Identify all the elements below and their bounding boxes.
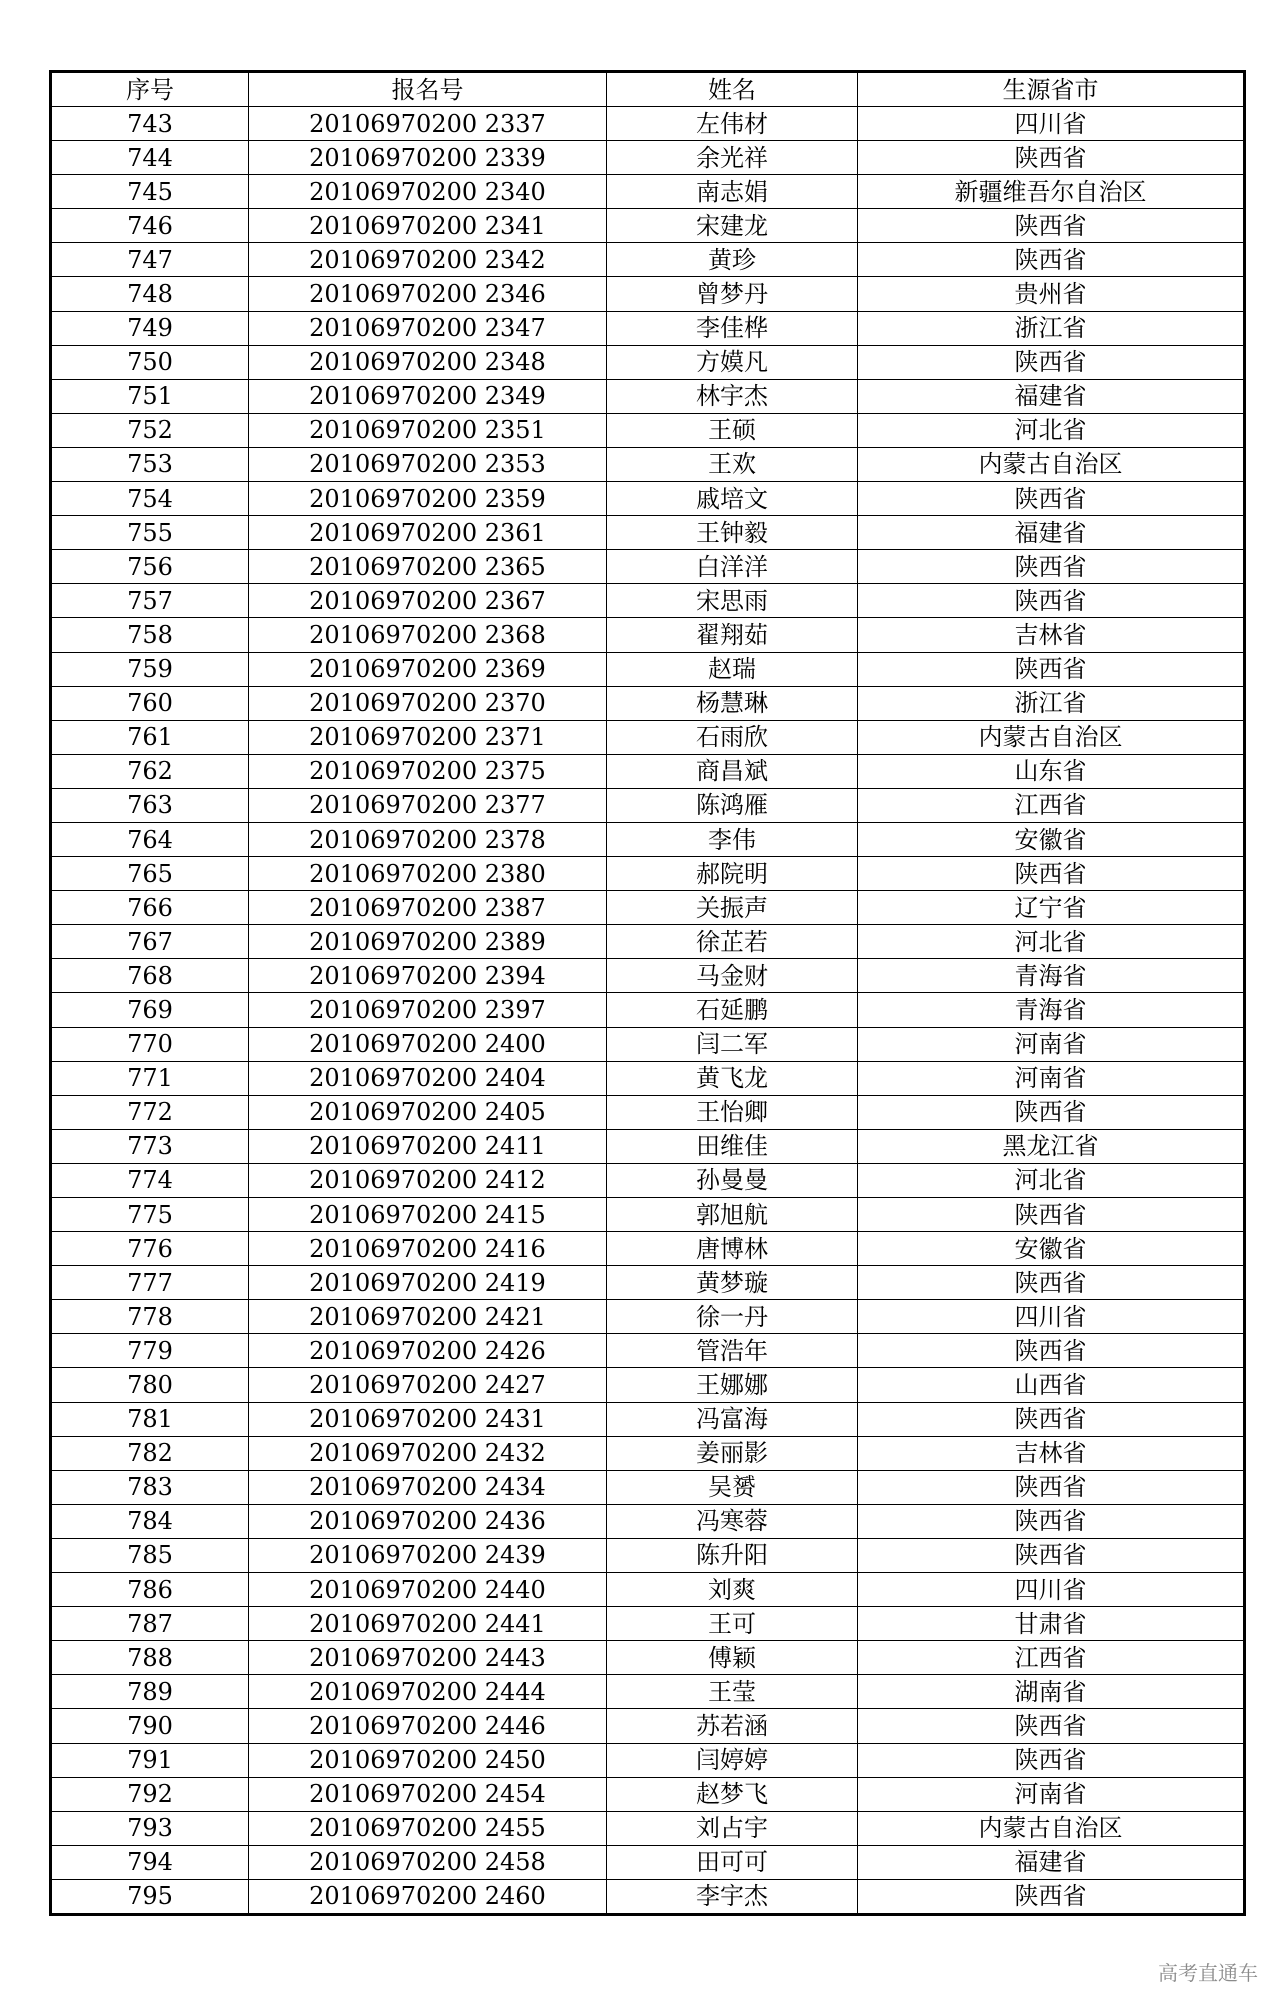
cell-name: 闫婷婷 — [607, 1743, 858, 1777]
cell-name: 关振声 — [607, 891, 858, 925]
cell-name: 闫二军 — [607, 1027, 858, 1061]
cell-origin-province: 陕西省 — [858, 209, 1245, 243]
cell-origin-province: 四川省 — [858, 1573, 1245, 1607]
cell-name: 苏若涵 — [607, 1709, 858, 1743]
table-row — [51, 1436, 1245, 1470]
cell-name: 郭旭航 — [607, 1198, 858, 1232]
cell-name: 冯寒蓉 — [607, 1504, 858, 1538]
cell-origin-province: 湖南省 — [858, 1675, 1245, 1709]
cell-serial-number: 745 — [51, 175, 249, 209]
cell-name: 马金财 — [607, 959, 858, 993]
cell-name: 王怡卿 — [607, 1095, 858, 1129]
cell-registration-number: 20106970200 2460 — [249, 1879, 607, 1914]
header-row — [51, 72, 1245, 107]
cell-origin-province: 陕西省 — [858, 1334, 1245, 1368]
cell-name: 曾梦丹 — [607, 277, 858, 311]
table-row — [51, 1300, 1245, 1334]
cell-origin-province: 新疆维吾尔自治区 — [858, 175, 1245, 209]
cell-name: 姜丽影 — [607, 1436, 858, 1470]
cell-origin-province: 陕西省 — [858, 141, 1245, 175]
cell-serial-number: 776 — [51, 1232, 249, 1266]
cell-name: 戚培文 — [607, 482, 858, 516]
cell-name: 黄珍 — [607, 243, 858, 277]
table-row — [51, 1266, 1245, 1300]
cell-name: 方嫫凡 — [607, 345, 858, 379]
cell-serial-number: 778 — [51, 1300, 249, 1334]
table-row — [51, 1504, 1245, 1538]
cell-origin-province: 陕西省 — [858, 1879, 1245, 1914]
table-row — [51, 1027, 1245, 1061]
cell-origin-province: 黑龙江省 — [858, 1129, 1245, 1163]
cell-serial-number: 756 — [51, 550, 249, 584]
cell-origin-province: 河南省 — [858, 1777, 1245, 1811]
header-serial-number: 序号 — [51, 72, 249, 107]
cell-serial-number: 788 — [51, 1641, 249, 1675]
cell-registration-number: 20106970200 2431 — [249, 1402, 607, 1436]
cell-origin-province: 陕西省 — [858, 1538, 1245, 1572]
cell-name: 杨慧琳 — [607, 686, 858, 720]
cell-registration-number: 20106970200 2394 — [249, 959, 607, 993]
cell-name: 孙曼曼 — [607, 1163, 858, 1197]
cell-registration-number: 20106970200 2341 — [249, 209, 607, 243]
cell-name: 田可可 — [607, 1845, 858, 1879]
cell-origin-province: 浙江省 — [858, 311, 1245, 345]
cell-registration-number: 20106970200 2405 — [249, 1095, 607, 1129]
cell-origin-province: 福建省 — [858, 379, 1245, 413]
table-row — [51, 1470, 1245, 1504]
admission-list-table — [49, 70, 1246, 1916]
table-row — [51, 413, 1245, 447]
cell-serial-number: 787 — [51, 1607, 249, 1641]
table-row — [51, 1538, 1245, 1572]
table-row — [51, 482, 1245, 516]
cell-registration-number: 20106970200 2450 — [249, 1743, 607, 1777]
cell-name: 李宇杰 — [607, 1879, 858, 1914]
table-row — [51, 1607, 1245, 1641]
table-row — [51, 1095, 1245, 1129]
cell-serial-number: 793 — [51, 1811, 249, 1845]
cell-registration-number: 20106970200 2443 — [249, 1641, 607, 1675]
cell-serial-number: 752 — [51, 413, 249, 447]
cell-name: 王莹 — [607, 1675, 858, 1709]
cell-registration-number: 20106970200 2387 — [249, 891, 607, 925]
cell-registration-number: 20106970200 2446 — [249, 1709, 607, 1743]
cell-registration-number: 20106970200 2400 — [249, 1027, 607, 1061]
cell-origin-province: 陕西省 — [858, 857, 1245, 891]
cell-registration-number: 20106970200 2440 — [249, 1573, 607, 1607]
cell-origin-province: 内蒙古自治区 — [858, 720, 1245, 754]
table-row — [51, 1334, 1245, 1368]
table-row — [51, 822, 1245, 856]
cell-registration-number: 20106970200 2368 — [249, 618, 607, 652]
cell-origin-province: 贵州省 — [858, 277, 1245, 311]
cell-registration-number: 20106970200 2367 — [249, 584, 607, 618]
table-row — [51, 550, 1245, 584]
table-row — [51, 1368, 1245, 1402]
table-row — [51, 720, 1245, 754]
table-row — [51, 379, 1245, 413]
cell-serial-number: 774 — [51, 1163, 249, 1197]
cell-serial-number: 764 — [51, 822, 249, 856]
cell-name: 南志娟 — [607, 175, 858, 209]
cell-registration-number: 20106970200 2432 — [249, 1436, 607, 1470]
cell-name: 傅颖 — [607, 1641, 858, 1675]
table-row — [51, 1573, 1245, 1607]
cell-serial-number: 748 — [51, 277, 249, 311]
cell-serial-number: 747 — [51, 243, 249, 277]
cell-name: 赵梦飞 — [607, 1777, 858, 1811]
cell-registration-number: 20106970200 2351 — [249, 413, 607, 447]
cell-registration-number: 20106970200 2458 — [249, 1845, 607, 1879]
cell-origin-province: 福建省 — [858, 516, 1245, 550]
header-origin-province: 生源省市 — [858, 72, 1245, 107]
cell-name: 徐一丹 — [607, 1300, 858, 1334]
table-row — [51, 1709, 1245, 1743]
cell-registration-number: 20106970200 2359 — [249, 482, 607, 516]
cell-serial-number: 757 — [51, 584, 249, 618]
cell-origin-province: 吉林省 — [858, 618, 1245, 652]
cell-registration-number: 20106970200 2426 — [249, 1334, 607, 1368]
table-row — [51, 1675, 1245, 1709]
cell-origin-province: 陕西省 — [858, 652, 1245, 686]
cell-registration-number: 20106970200 2353 — [249, 447, 607, 481]
cell-name: 陈鸿雁 — [607, 788, 858, 822]
cell-origin-province: 安徽省 — [858, 1232, 1245, 1266]
cell-origin-province: 山西省 — [858, 1368, 1245, 1402]
cell-name: 李佳桦 — [607, 311, 858, 345]
cell-name: 王硕 — [607, 413, 858, 447]
cell-registration-number: 20106970200 2389 — [249, 925, 607, 959]
table-row — [51, 1641, 1245, 1675]
cell-serial-number: 765 — [51, 857, 249, 891]
cell-registration-number: 20106970200 2349 — [249, 379, 607, 413]
cell-origin-province: 河南省 — [858, 1027, 1245, 1061]
cell-registration-number: 20106970200 2439 — [249, 1538, 607, 1572]
cell-serial-number: 753 — [51, 447, 249, 481]
table-row — [51, 107, 1245, 141]
table-row — [51, 311, 1245, 345]
cell-serial-number: 783 — [51, 1470, 249, 1504]
cell-origin-province: 四川省 — [858, 107, 1245, 141]
header-name: 姓名 — [607, 72, 858, 107]
cell-serial-number: 782 — [51, 1436, 249, 1470]
watermark-text: 高考直通车 — [1158, 1961, 1258, 1985]
cell-origin-province: 辽宁省 — [858, 891, 1245, 925]
cell-registration-number: 20106970200 2421 — [249, 1300, 607, 1334]
cell-registration-number: 20106970200 2378 — [249, 822, 607, 856]
cell-name: 唐博林 — [607, 1232, 858, 1266]
table-body — [51, 107, 1245, 1915]
cell-registration-number: 20106970200 2370 — [249, 686, 607, 720]
table-row — [51, 1198, 1245, 1232]
cell-origin-province: 河北省 — [858, 1163, 1245, 1197]
table-row — [51, 516, 1245, 550]
cell-name: 石雨欣 — [607, 720, 858, 754]
cell-origin-province: 浙江省 — [858, 686, 1245, 720]
table-row — [51, 141, 1245, 175]
cell-registration-number: 20106970200 2404 — [249, 1061, 607, 1095]
cell-origin-province: 陕西省 — [858, 1504, 1245, 1538]
cell-origin-province: 河北省 — [858, 925, 1245, 959]
cell-origin-province: 陕西省 — [858, 1470, 1245, 1504]
cell-serial-number: 773 — [51, 1129, 249, 1163]
cell-origin-province: 吉林省 — [858, 1436, 1245, 1470]
cell-serial-number: 771 — [51, 1061, 249, 1095]
cell-registration-number: 20106970200 2369 — [249, 652, 607, 686]
table-row — [51, 754, 1245, 788]
cell-serial-number: 789 — [51, 1675, 249, 1709]
cell-origin-province: 内蒙古自治区 — [858, 1811, 1245, 1845]
cell-registration-number: 20106970200 2365 — [249, 550, 607, 584]
cell-name: 田维佳 — [607, 1129, 858, 1163]
cell-registration-number: 20106970200 2444 — [249, 1675, 607, 1709]
cell-name: 管浩年 — [607, 1334, 858, 1368]
cell-registration-number: 20106970200 2339 — [249, 141, 607, 175]
cell-name: 刘占宇 — [607, 1811, 858, 1845]
cell-origin-province: 四川省 — [858, 1300, 1245, 1334]
cell-name: 李伟 — [607, 822, 858, 856]
table-row — [51, 959, 1245, 993]
cell-name: 宋思雨 — [607, 584, 858, 618]
cell-serial-number: 754 — [51, 482, 249, 516]
table-row — [51, 1845, 1245, 1879]
table-row — [51, 1777, 1245, 1811]
cell-registration-number: 20106970200 2347 — [249, 311, 607, 345]
cell-origin-province: 陕西省 — [858, 1266, 1245, 1300]
cell-serial-number: 751 — [51, 379, 249, 413]
cell-serial-number: 766 — [51, 891, 249, 925]
table-row — [51, 1811, 1245, 1845]
table-row — [51, 1743, 1245, 1777]
cell-origin-province: 陕西省 — [858, 1095, 1245, 1129]
cell-name: 余光祥 — [607, 141, 858, 175]
cell-name: 郝院明 — [607, 857, 858, 891]
cell-registration-number: 20106970200 2416 — [249, 1232, 607, 1266]
cell-name: 白洋洋 — [607, 550, 858, 584]
cell-serial-number: 777 — [51, 1266, 249, 1300]
cell-registration-number: 20106970200 2337 — [249, 107, 607, 141]
cell-serial-number: 779 — [51, 1334, 249, 1368]
header-registration-number: 报名号 — [249, 72, 607, 107]
cell-serial-number: 759 — [51, 652, 249, 686]
cell-name: 黄梦璇 — [607, 1266, 858, 1300]
table-row — [51, 857, 1245, 891]
cell-origin-province: 陕西省 — [858, 584, 1245, 618]
cell-name: 王可 — [607, 1607, 858, 1641]
cell-serial-number: 755 — [51, 516, 249, 550]
table-row — [51, 686, 1245, 720]
cell-name: 王娜娜 — [607, 1368, 858, 1402]
cell-name: 宋建龙 — [607, 209, 858, 243]
cell-name: 王欢 — [607, 447, 858, 481]
cell-serial-number: 775 — [51, 1198, 249, 1232]
table-row — [51, 584, 1245, 618]
table-header — [51, 72, 1245, 107]
cell-name: 徐芷若 — [607, 925, 858, 959]
cell-origin-province: 陕西省 — [858, 1743, 1245, 1777]
cell-serial-number: 790 — [51, 1709, 249, 1743]
cell-serial-number: 792 — [51, 1777, 249, 1811]
table-row — [51, 175, 1245, 209]
cell-serial-number: 749 — [51, 311, 249, 345]
cell-serial-number: 758 — [51, 618, 249, 652]
cell-origin-province: 河北省 — [858, 413, 1245, 447]
cell-origin-province: 陕西省 — [858, 550, 1245, 584]
cell-registration-number: 20106970200 2434 — [249, 1470, 607, 1504]
cell-serial-number: 762 — [51, 754, 249, 788]
cell-serial-number: 785 — [51, 1538, 249, 1572]
table-row — [51, 345, 1245, 379]
table-row — [51, 993, 1245, 1027]
cell-origin-province: 甘肃省 — [858, 1607, 1245, 1641]
cell-name: 吴赟 — [607, 1470, 858, 1504]
cell-registration-number: 20106970200 2436 — [249, 1504, 607, 1538]
table-row — [51, 1402, 1245, 1436]
cell-name: 冯富海 — [607, 1402, 858, 1436]
table-row — [51, 277, 1245, 311]
cell-registration-number: 20106970200 2371 — [249, 720, 607, 754]
cell-origin-province: 内蒙古自治区 — [858, 447, 1245, 481]
table-row — [51, 1879, 1245, 1914]
cell-serial-number: 744 — [51, 141, 249, 175]
cell-name: 林宇杰 — [607, 379, 858, 413]
cell-serial-number: 763 — [51, 788, 249, 822]
cell-name: 翟翔茹 — [607, 618, 858, 652]
cell-serial-number: 769 — [51, 993, 249, 1027]
cell-origin-province: 陕西省 — [858, 482, 1245, 516]
cell-serial-number: 750 — [51, 345, 249, 379]
cell-origin-province: 福建省 — [858, 1845, 1245, 1879]
cell-serial-number: 786 — [51, 1573, 249, 1607]
cell-registration-number: 20106970200 2427 — [249, 1368, 607, 1402]
cell-serial-number: 791 — [51, 1743, 249, 1777]
table-row — [51, 618, 1245, 652]
cell-origin-province: 陕西省 — [858, 1402, 1245, 1436]
cell-registration-number: 20106970200 2340 — [249, 175, 607, 209]
cell-origin-province: 陕西省 — [858, 1198, 1245, 1232]
cell-serial-number: 780 — [51, 1368, 249, 1402]
cell-name: 黄飞龙 — [607, 1061, 858, 1095]
cell-name: 左伟材 — [607, 107, 858, 141]
table-row — [51, 925, 1245, 959]
table-row — [51, 243, 1245, 277]
cell-serial-number: 761 — [51, 720, 249, 754]
cell-registration-number: 20106970200 2455 — [249, 1811, 607, 1845]
cell-registration-number: 20106970200 2397 — [249, 993, 607, 1027]
cell-name: 王钟毅 — [607, 516, 858, 550]
cell-serial-number: 768 — [51, 959, 249, 993]
cell-serial-number: 784 — [51, 1504, 249, 1538]
cell-serial-number: 746 — [51, 209, 249, 243]
cell-serial-number: 743 — [51, 107, 249, 141]
cell-name: 赵瑞 — [607, 652, 858, 686]
cell-origin-province: 山东省 — [858, 754, 1245, 788]
cell-registration-number: 20106970200 2342 — [249, 243, 607, 277]
cell-registration-number: 20106970200 2377 — [249, 788, 607, 822]
cell-origin-province: 河南省 — [858, 1061, 1245, 1095]
table-row — [51, 447, 1245, 481]
cell-serial-number: 770 — [51, 1027, 249, 1061]
cell-serial-number: 767 — [51, 925, 249, 959]
cell-origin-province: 陕西省 — [858, 1709, 1245, 1743]
table-row — [51, 891, 1245, 925]
cell-origin-province: 青海省 — [858, 993, 1245, 1027]
table-row — [51, 1232, 1245, 1266]
cell-registration-number: 20106970200 2441 — [249, 1607, 607, 1641]
cell-name: 石延鹏 — [607, 993, 858, 1027]
table-row — [51, 209, 1245, 243]
cell-origin-province: 安徽省 — [858, 822, 1245, 856]
cell-registration-number: 20106970200 2412 — [249, 1163, 607, 1197]
cell-origin-province: 陕西省 — [858, 243, 1245, 277]
cell-serial-number: 795 — [51, 1879, 249, 1914]
cell-registration-number: 20106970200 2411 — [249, 1129, 607, 1163]
cell-name: 刘爽 — [607, 1573, 858, 1607]
cell-registration-number: 20106970200 2419 — [249, 1266, 607, 1300]
cell-registration-number: 20106970200 2380 — [249, 857, 607, 891]
cell-registration-number: 20106970200 2361 — [249, 516, 607, 550]
table-row — [51, 1129, 1245, 1163]
cell-name: 陈升阳 — [607, 1538, 858, 1572]
cell-origin-province: 江西省 — [858, 1641, 1245, 1675]
cell-serial-number: 772 — [51, 1095, 249, 1129]
cell-origin-province: 青海省 — [858, 959, 1245, 993]
cell-serial-number: 794 — [51, 1845, 249, 1879]
cell-origin-province: 江西省 — [858, 788, 1245, 822]
cell-serial-number: 760 — [51, 686, 249, 720]
table-row — [51, 1163, 1245, 1197]
table-row — [51, 1061, 1245, 1095]
cell-registration-number: 20106970200 2415 — [249, 1198, 607, 1232]
cell-origin-province: 陕西省 — [858, 345, 1245, 379]
cell-registration-number: 20106970200 2348 — [249, 345, 607, 379]
cell-serial-number: 781 — [51, 1402, 249, 1436]
cell-registration-number: 20106970200 2454 — [249, 1777, 607, 1811]
cell-registration-number: 20106970200 2346 — [249, 277, 607, 311]
cell-name: 商昌斌 — [607, 754, 858, 788]
table-row — [51, 788, 1245, 822]
cell-registration-number: 20106970200 2375 — [249, 754, 607, 788]
table-row — [51, 652, 1245, 686]
